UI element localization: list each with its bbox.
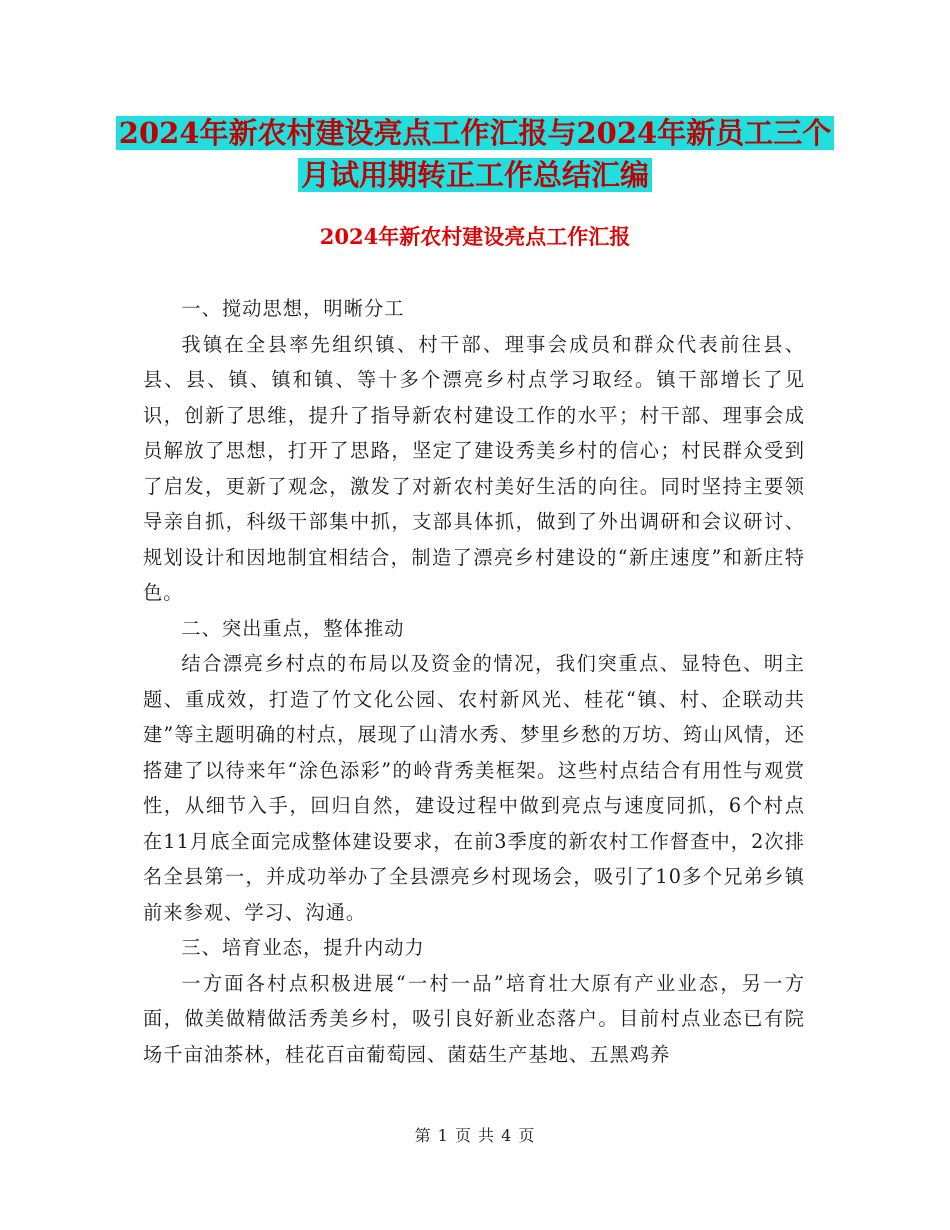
heading-2: 二、突出重点，整体推动 [181, 616, 405, 640]
heading-3: 三、培育业态，提升内动力 [181, 936, 425, 959]
paragraph-1: 我镇在全县率先组织镇、村干部、理事会成员和群众代表前往县、县、县、镇、镇和镇、等十多个漂亮乡村点学习取经。镇干部增长了见识，创新了思维，提升了指导新农村建设工作的水平；村干部、理事会成员解放了思想，打开了思路，坚定了建设秀美乡村的信心；村民群众受到了启发，更新了观念，激发了对新农村美好生活的向往。同时坚持主要领导亲自抓，科级干部集中抓，支部具体抓，做到了外出调研和会议研讨、规划设计和因地制宜相结合，制造了漂亮乡村建设的“新庄速度”和新庄特色。 [143, 332, 805, 604]
paragraph-3: 一方面各村点积极进展“一村一品”培育壮大原有产业业态，另一方面，做美做精做活秀美乡村，吸引良好新业态落户。目前村点业态已有院场千亩油茶林，桂花百亩葡萄园、菌菇生产基地、五黑鸡养 [143, 971, 805, 1066]
paragraph-2: 结合漂亮乡村点的布局以及资金的情况，我们突重点、显特色、明主题、重成效，打造了竹文化公园、农村新风光、桂花“镇、村、企联动共建”等主题明确的村点，展现了山清水秀、梦里乡愁的万坊、筠山风情，还搭建了以待来年“涂色添彩”的岭背秀美框架。这些村点结合有用性与观赏性，从细节入手，回归自然，建设过程中做到亮点与速度同抓，6个村点在11月底全面完成整体建设要求，在前3季度的新农村工作督查中，2次排名全县第一，并成功举办了全县漂亮乡村现场会，吸引了10多个兄弟乡镇前来参观、学习、沟通。 [143, 652, 805, 924]
document-title-line-2 [0, 154, 950, 196]
title-highlight: 2024年新农村建设亮点工作汇报与2024年新员工三个 [116, 116, 834, 150]
page-footer: 第 1 页 共 4 页 [414, 1126, 536, 1145]
document-body [143, 291, 805, 1072]
heading-1: 一、搅动思想，明晰分工 [181, 297, 405, 320]
document-title-line-1 [0, 112, 950, 154]
title-highlight: 月试用期转正工作总结汇编 [298, 158, 652, 192]
section-title: 2024年新农村建设亮点工作汇报 [319, 224, 631, 249]
